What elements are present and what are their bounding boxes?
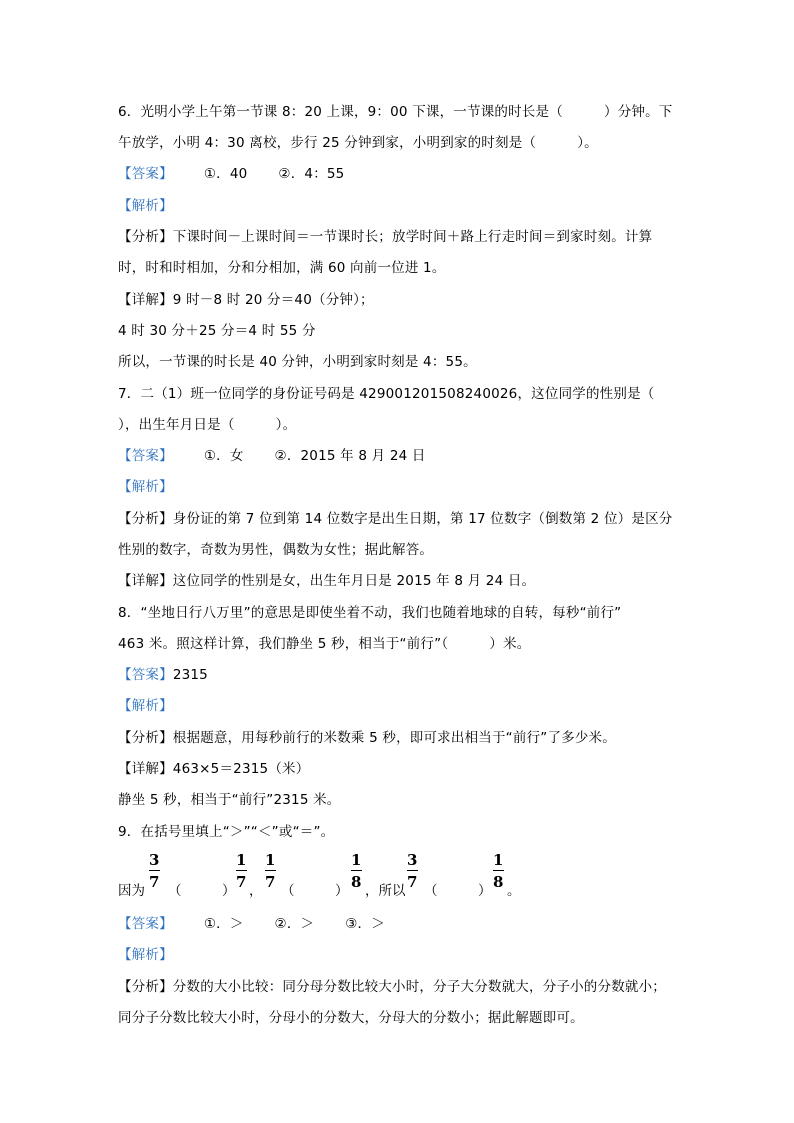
question-6-xiangjie-3: 所以，一节课的时长是 40 分钟，小明到家时刻是 4：55。 — [118, 354, 477, 370]
question-9-fraction-line — [118, 852, 678, 902]
answer-label: 【答案】 — [118, 166, 173, 182]
question-8-fenxi-1: 【分析】根据题意，用每秒前行的米数乘 5 秒，即可求出相当于“前行”了多少米。 — [118, 730, 616, 746]
question-6-xiangjie-2: 4 时 30 分＋25 分＝4 时 55 分 — [118, 323, 316, 339]
question-9-answer — [118, 914, 385, 934]
question-7-answer — [118, 446, 426, 466]
question-6-analysis-label: 【解析】 — [118, 198, 173, 214]
fraction-1-7-b: 1 7 — [265, 851, 276, 891]
question-7-fenxi-1: 【分析】身份证的第 7 位到第 14 位数字是出生日期，第 17 位数字（倒数第 2 位）是区分 — [118, 511, 673, 527]
question-9-fenxi-1: 【分析】分数的大小比较：同分母分数比较大小时，分子大分数就大，分子小的分数就小； — [118, 979, 666, 995]
question-7-fenxi-2: 性别的数字，奇数为男性，偶数为女性；据此解答。 — [118, 542, 434, 558]
answer-2: ②．＞ — [274, 916, 315, 932]
so-text: ，所以 — [365, 883, 406, 899]
question-6-xiangjie-1: 【详解】9 时－8 时 20 分＝40（分钟）； — [118, 292, 374, 308]
question-9-analysis-label: 【解析】 — [118, 947, 173, 963]
answer-label: 【答案】 — [118, 448, 173, 464]
answer-1: ①．40 — [203, 166, 248, 182]
question-8-line-2: 463 米。照这样计算，我们静坐 5 秒，相当于“前行”（ ）米。 — [118, 636, 531, 652]
question-7-analysis-label: 【解析】 — [118, 479, 173, 495]
question-8-answer — [118, 665, 208, 685]
answer-1: ①．＞ — [203, 916, 244, 932]
blank-3: （ ） — [424, 883, 492, 899]
question-9-line-1: 9．在括号里填上“＞”“＜”或“＝”。 — [118, 824, 335, 840]
answer-label: 【答案】 — [118, 667, 173, 683]
question-6-fenxi-2: 时，时和时相加，分和分相加，满 60 向前一位进 1。 — [118, 260, 446, 276]
fraction-1-8: 1 8 — [351, 851, 362, 891]
answer-1: ①．女 — [203, 448, 244, 464]
period-text: 。 — [507, 883, 521, 899]
answer-2: ②．4：55 — [278, 166, 345, 182]
fraction-3-7: 3 7 — [149, 851, 160, 891]
question-9-fenxi-2: 同分子分数比较大小时，分母小的分数大，分母大的分数小；据此解题即可。 — [118, 1010, 584, 1026]
answer-label: 【答案】 — [118, 916, 173, 932]
answer-3: ③．＞ — [345, 916, 385, 932]
answer-value: 2315 — [172, 667, 208, 683]
question-6-answer — [118, 164, 344, 184]
answer-2: ②．2015 年 8 月 24 日 — [274, 448, 426, 464]
fraction-3-7-b: 3 7 — [407, 851, 418, 891]
question-7-line-1: 7．二（1）班一位同学的身份证号码是 429001201508240026，这位同学的性别是（ — [118, 386, 655, 402]
question-6-line-2: 午放学，小明 4：30 离校，步行 25 分钟到家，小明到家的时刻是（ ）。 — [118, 135, 598, 151]
blank-2: （ ） — [281, 883, 349, 899]
question-7-line-2: ），出生年月日是（ ）。 — [118, 417, 297, 433]
comma-text: ， — [249, 883, 263, 899]
question-8-xiangjie-1: 【详解】463×5＝2315（米） — [118, 761, 310, 777]
blank-1: （ ） — [168, 883, 236, 899]
fraction-1-8-b: 1 8 — [493, 851, 504, 891]
question-6-fenxi-1: 【分析】下课时间－上课时间＝一节课时长；放学时间＋路上行走时间＝到家时刻。计算 — [118, 229, 653, 245]
question-6-line-1: 6．光明小学上午第一节课 8：20 上课，9：00 下课，一节课的时长是（ ）分钟。下 — [118, 104, 673, 120]
question-8-analysis-label: 【解析】 — [118, 698, 173, 714]
fraction-1-7: 1 7 — [236, 851, 247, 891]
question-7-xiangjie-1: 【详解】这位同学的性别是女，出生年月日是 2015 年 8 月 24 日。 — [118, 573, 536, 589]
question-8-line-1: 8．“坐地日行八万里”的意思是即使坐着不动，我们也随着地球的自转，每秒“前行” — [118, 605, 622, 621]
prefix-text: 因为 — [118, 883, 145, 899]
question-8-xiangjie-2: 静坐 5 秒，相当于“前行”2315 米。 — [118, 792, 341, 808]
